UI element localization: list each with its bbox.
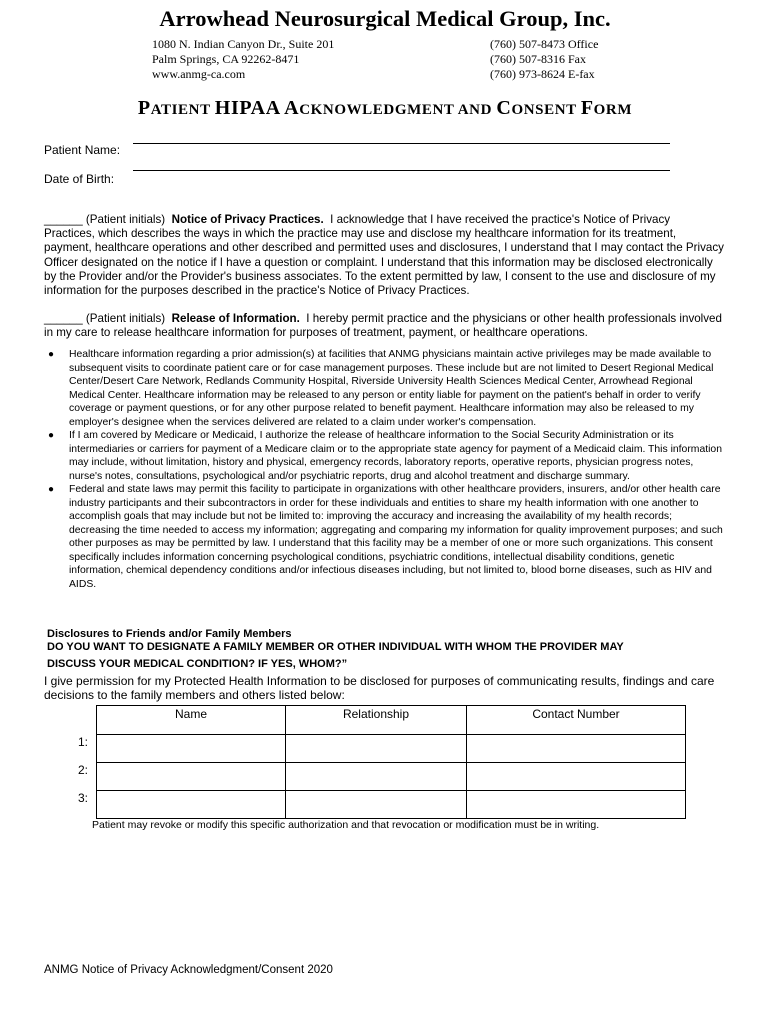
- list-item: ● If I am covered by Medicare or Medicaid, I authorize the release of healthcare information to the Social Security Administration or its intermediaries or carriers for payment of a Medicare claim or to the appropriate state agency for payment of a Medicaid claim. This information may include, without limitation, history and physical, emergency records, laboratory reports, operative reports, physician progress notes, nurse's notes, consultations, psychological and/or psychiatric reports, drug and alcohol treatment and discharge summary.: [48, 430, 722, 482]
- contact-2-name-cell[interactable]: [97, 763, 286, 791]
- list-item: ● Healthcare information regarding a prior admission(s) at facilities that ANMG physicians maintain active privileges may be made available to subsequent visits to coordinate patient care or for case management purposes. These include but are not limited to Desert Regional Medical Center/Desert Care Network, Redlands Community Hospital, Riverside University Health Sciences Medical Center, Arrowhead Regional Medical Center. Healthcare information may be released to any person or entity liable for payment on the patient's behalf in order to verify coverage or payment questions, or for any other purpose related to benefit payment. Healthcare information may also be released to my employer's designee when the services delivered are related to a claim under worker's compensation.: [48, 349, 714, 428]
- address-street: 1080 N. Indian Canyon Dr., Suite 201: [152, 37, 335, 51]
- footer-note: ANMG Notice of Privacy Acknowledgment/Consent 2020: [44, 964, 333, 976]
- column-header-contact: Contact Number: [467, 706, 686, 735]
- contact-2-relationship-cell[interactable]: [286, 763, 467, 791]
- release-initials-field[interactable]: ______ (Patient initials): [44, 312, 166, 325]
- release-paragraph: [44, 312, 724, 340]
- column-header-name: Name: [97, 706, 286, 735]
- dob-input[interactable]: [133, 170, 670, 171]
- table-row: [97, 735, 686, 763]
- patient-name-input[interactable]: [133, 143, 670, 144]
- organization-name: Arrowhead Neurosurgical Medical Group, Inc.: [159, 6, 611, 31]
- disclosures-permission: I give permission for my Protected Health Information to be disclosed for purposes of communicating results, findings and care decisions to the family members and others listed below:: [44, 674, 715, 703]
- disclosures-question-line2: DISCUSS YOUR MEDICAL CONDITION? IF YES, WHOM?”: [47, 658, 348, 670]
- contact-3-number-cell[interactable]: [467, 791, 686, 819]
- contact-1-relationship-cell[interactable]: [286, 735, 467, 763]
- contact-1-number-cell[interactable]: [467, 735, 686, 763]
- table-row: [97, 791, 686, 819]
- bullet-icon: ●: [48, 349, 55, 360]
- contact-1-name-cell[interactable]: [97, 735, 286, 763]
- table-row: [97, 763, 686, 791]
- contact-3-name-cell[interactable]: [97, 791, 286, 819]
- row-label-3: 3:: [77, 791, 88, 805]
- disclosures-heading: Disclosures to Friends and/or Family Members: [47, 628, 292, 640]
- patient-name-label: Patient Name:: [44, 143, 121, 157]
- disclosures-question-line1: DO YOU WANT TO DESIGNATE A FAMILY MEMBER OR OTHER INDIVIDUAL WITH WHOM THE PROVIDER MAY: [47, 641, 624, 653]
- privacy-heading: Notice of Privacy Practices.: [171, 213, 324, 226]
- privacy-initials-field[interactable]: ______ (Patient initials): [44, 213, 166, 226]
- organization-website: www.anmg-ca.com: [152, 67, 246, 81]
- revoke-note: Patient may revoke or modify this specific authorization and that revocation or modification must be in writing.: [92, 819, 600, 831]
- form-title: PATIENT HIPAA ACKNOWLEDGMENT AND CONSENT FORM: [137, 97, 633, 119]
- table-header-row: [97, 706, 686, 735]
- organization-address: [152, 37, 334, 82]
- privacy-paragraph: [44, 213, 724, 298]
- row-label-1: 1:: [77, 735, 88, 749]
- row-label-2: 2:: [77, 763, 88, 777]
- organization-phones: [490, 37, 598, 82]
- contact-3-relationship-cell[interactable]: [286, 791, 467, 819]
- bullet-icon: ●: [48, 430, 55, 441]
- dob-label: Date of Birth:: [44, 172, 115, 186]
- address-city: Palm Springs, CA 92262-8471: [152, 52, 300, 66]
- bullet-icon: ●: [48, 484, 55, 495]
- contact-2-number-cell[interactable]: [467, 763, 686, 791]
- phone-fax: (760) 507-8316 Fax: [490, 52, 586, 66]
- contacts-table: [96, 705, 686, 819]
- phone-efax: (760) 973-8624 E-fax: [490, 67, 595, 81]
- release-heading: Release of Information.: [171, 312, 300, 325]
- release-body: I hereby permit practice and the physicians or other health professionals involved in my care to release healthcare information for purposes of treatment, payment, or healthcare operations.: [44, 312, 722, 340]
- privacy-body: I acknowledge that I have received the practice's Notice of Privacy Practices, which describes the ways in which the practice may use and disclose my healthcare information for its treatment, payment, healthcare operations and other described and permitted uses and disclosures, I understand that I may contact the Privacy Officer designated on the notice if I have a question or complaint. I understand that this information may be disclosed electronically by the Provider and/or the Provider's business associates. To the extent permitted by law, I consent to the use and disclosure of my information for the purposes described in the practice's Notice of Privacy Practices.: [44, 213, 724, 298]
- phone-office: (760) 507-8473 Office: [490, 37, 599, 51]
- column-header-relationship: Relationship: [286, 706, 467, 735]
- release-bullet-list: [44, 348, 724, 591]
- list-item: ● Federal and state laws may permit this facility to participate in organizations with other healthcare providers, insurers, and/or other health care industry participants and their subcontractors in order for these individuals and entities to share my health information with one another to accomplish goals that may include but not be limited to: improving the accuracy and increasing the availability of my health records; decreasing the time needed to access my information; aggregating and comparing my information for quality improvement purposes; and such other purposes as may be permitted by law. I understand that this facility may be a member of one or more such organizations. This consent specifically includes information concerning psychological conditions, psychiatric conditions, intellectual disability conditions, genetic information, chemical dependency conditions and/or infectious diseases including, but not limited to, blood borne diseases, such as HIV and AIDS.: [48, 484, 723, 590]
